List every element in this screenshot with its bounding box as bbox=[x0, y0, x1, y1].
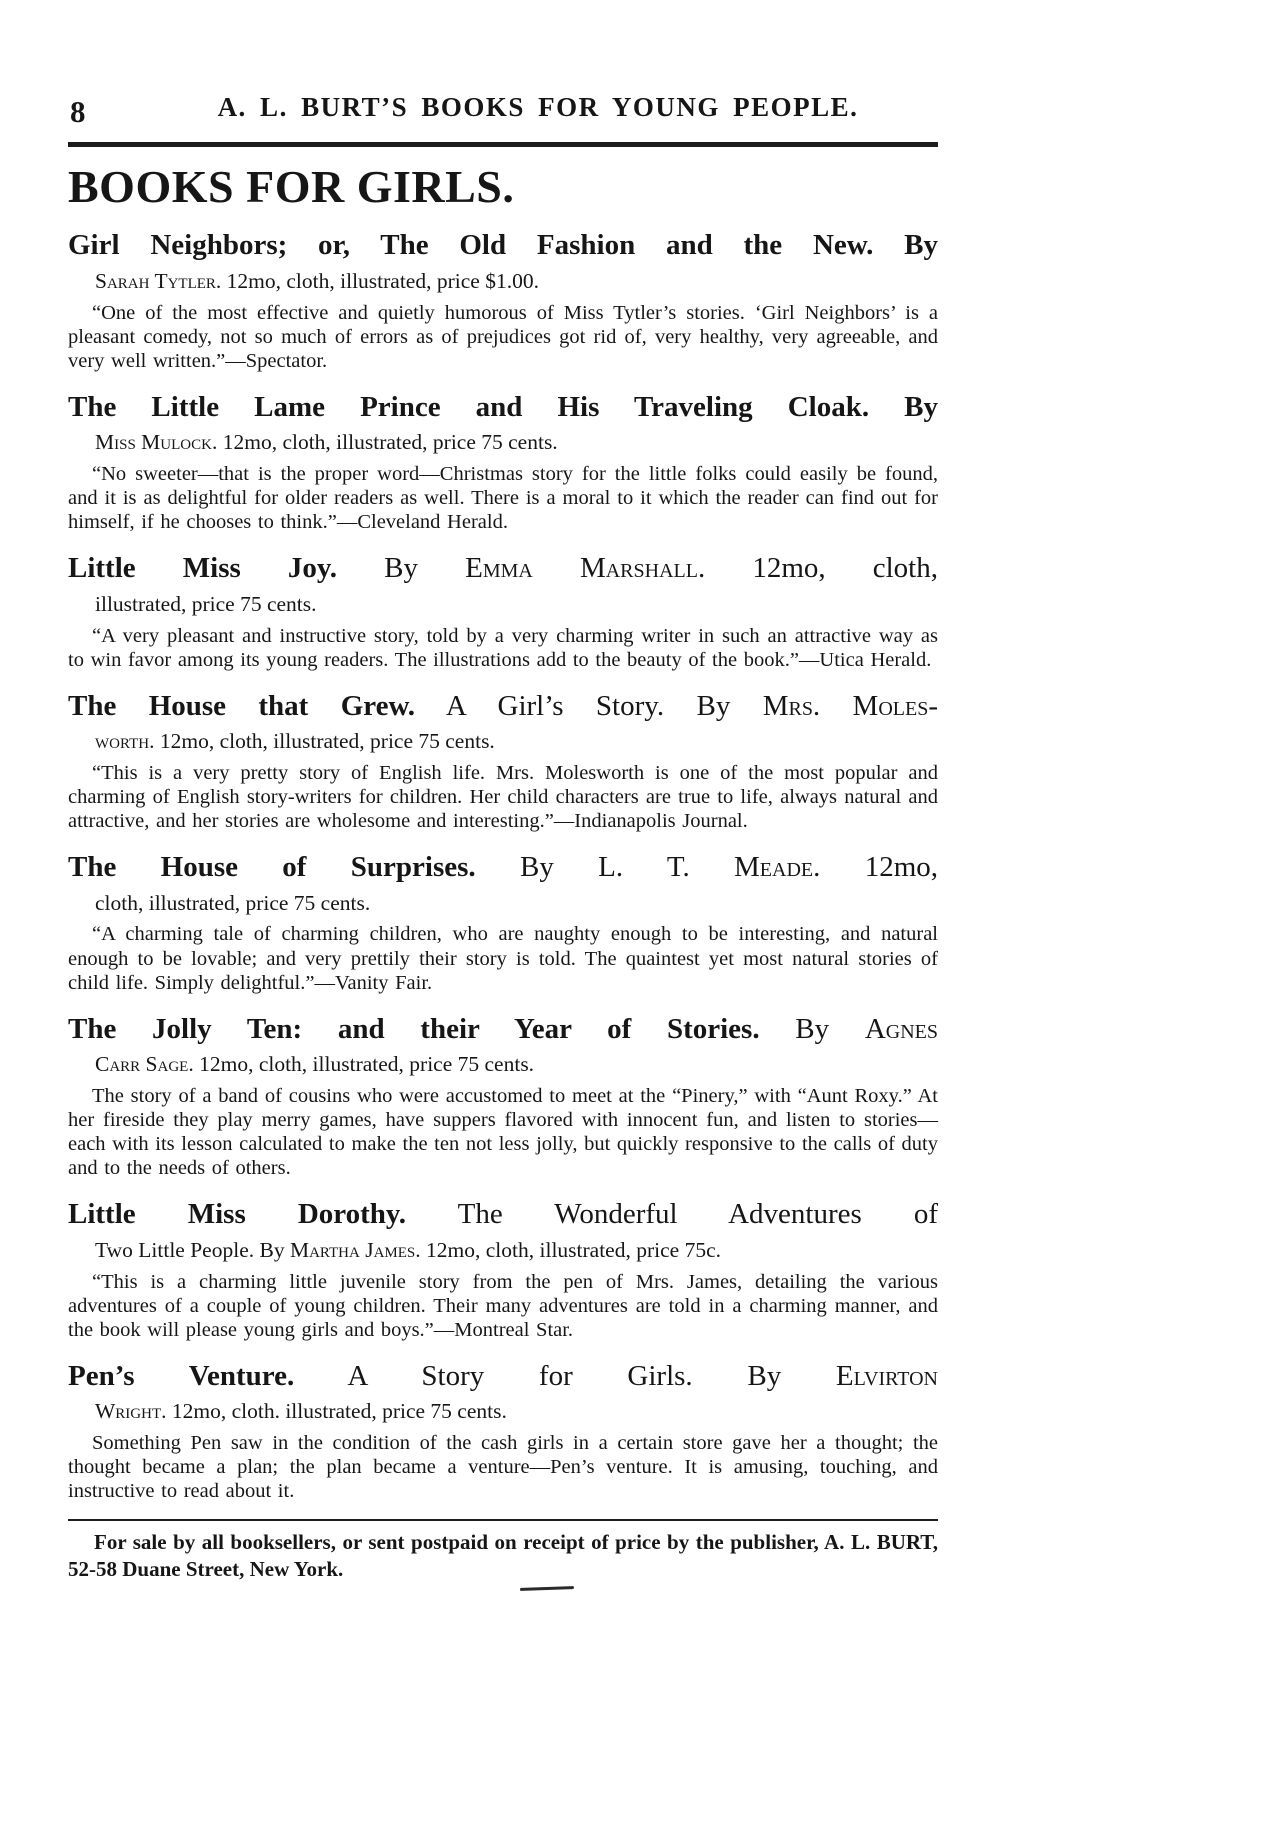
text-segment: 12mo, cloth, illustrated, price 75 cents. bbox=[217, 430, 558, 455]
text-segment: The Wonderful Adventures of bbox=[406, 1198, 939, 1231]
book-title bbox=[68, 229, 938, 261]
book-review: “No sweeter—that is the proper word—Christmas story for the little folks could easily be found, and it is as delightful for older readers as well. There is a moral to it which the reader can find out for himself, if he chooses to think.”—Cleveland Herald. bbox=[68, 463, 938, 534]
book-byline bbox=[68, 729, 938, 755]
text-segment: By bbox=[475, 851, 599, 884]
text-segment: cloth, illustrated, price 75 cents. bbox=[95, 890, 371, 915]
footer-rule bbox=[68, 1519, 938, 1521]
book-title bbox=[68, 1013, 938, 1045]
text-segment: 12mo, cloth, illustrated, price 75c. bbox=[420, 1237, 721, 1262]
publisher-note: For sale by all booksellers, or sent postpaid on receipt of price by the publisher, A. L. BURT, 52-58 Duane Street, New York. bbox=[68, 1530, 938, 1581]
text-segment: 12mo, cloth, illustrated, price 75 cents. bbox=[193, 1052, 535, 1077]
text-segment: Little Miss Joy. bbox=[68, 552, 338, 585]
text-segment: Wright. bbox=[95, 1399, 167, 1424]
book-review: “A charming tale of charming children, who are naughty enough to be interesting, and natural enough to be lovable; and very prettily their story is told. The quaintest yet most natural stories of child life. Simply delightful.”—Vanity Fair. bbox=[68, 923, 938, 994]
text-segment: 12mo, cloth, bbox=[705, 552, 938, 585]
book-byline bbox=[68, 891, 938, 917]
text-segment: illustrated, price 75 cents. bbox=[95, 591, 317, 616]
book-review: The story of a band of cousins who were accustomed to meet at the “Pinery,” with “Aunt Roxy.” At her fireside they play merry games, have suppers flavored with innocent fun, and listen to stories—each with its lesson calculated to make the ten not less jolly, but quickly responsive to the calls of duty and to the needs of others. bbox=[68, 1084, 938, 1180]
book-review: Something Pen saw in the condition of the cash girls in a certain store gave her a thought; the thought became a plan; the plan became a venture—Pen’s venture. It is amusing, touching, and instructive to read about it. bbox=[68, 1432, 938, 1503]
text-segment: Emma Marshall. bbox=[465, 552, 706, 585]
scan-artifact bbox=[520, 1586, 574, 1591]
text-segment: 12mo, cloth, illustrated, price 75 cents. bbox=[154, 729, 495, 754]
text-segment: Sarah Tytler. bbox=[95, 268, 222, 293]
book-byline bbox=[68, 592, 938, 618]
book-review: “One of the most effective and quietly humorous of Miss Tytler’s stories. ‘Girl Neighbors’ is a pleasant comedy, not so much of errors as of prejudices got rid of, very healthy, very agreeable, and very well written.”—Spectator. bbox=[68, 301, 938, 372]
page-content bbox=[68, 92, 938, 1590]
page-header bbox=[68, 92, 938, 132]
text-segment: Carr Sage. bbox=[95, 1052, 194, 1077]
text-segment: L. T. Meade. bbox=[598, 851, 821, 884]
book-entry bbox=[68, 552, 938, 671]
text-segment: Miss Mulock. bbox=[95, 430, 218, 455]
book-entry bbox=[68, 690, 938, 834]
book-title bbox=[68, 1198, 938, 1230]
text-segment: Elvirton bbox=[835, 1359, 938, 1392]
text-segment: Mrs. Moles- bbox=[762, 689, 938, 722]
text-segment: Agnes bbox=[864, 1012, 938, 1045]
running-head: A. L. BURT’S BOOKS FOR YOUNG PEOPLE. bbox=[217, 92, 859, 122]
text-segment: 12mo, cloth. illustrated, price 75 cents. bbox=[166, 1399, 507, 1424]
book-review: “This is a charming little juvenile story from the pen of Mrs. James, detailing the various adventures of a couple of young children. Their many adventures are told in a charming manner, and the book will please young girls and boys.”—Montreal Star. bbox=[68, 1270, 938, 1341]
text-segment: By bbox=[759, 1012, 865, 1045]
text-segment: Two Little People. By bbox=[95, 1237, 290, 1262]
header-rule bbox=[68, 142, 938, 147]
book-title bbox=[68, 690, 938, 722]
book-byline bbox=[68, 269, 938, 295]
book-byline bbox=[68, 1238, 938, 1264]
book-entry bbox=[68, 391, 938, 535]
text-segment: Martha James. bbox=[289, 1237, 421, 1262]
book-byline bbox=[68, 430, 938, 456]
text-segment: The House that Grew. bbox=[68, 689, 416, 722]
book-title bbox=[68, 391, 938, 423]
book-title bbox=[68, 851, 938, 883]
book-review: “This is a very pretty story of English life. Mrs. Molesworth is one of the most popular and charming of English story-writers for children. Her child characters are true to life, always natural and attractive, and her stories are wholesome and interesting.”—Indianapolis Journal. bbox=[68, 761, 938, 833]
text-segment: Pen’s Venture. bbox=[68, 1359, 295, 1392]
book-entry bbox=[68, 851, 938, 995]
text-segment: A Story for Girls. By bbox=[294, 1359, 836, 1392]
page-number: 8 bbox=[70, 94, 86, 129]
text-segment: By bbox=[337, 552, 466, 585]
section-title: BOOKS FOR GIRLS. bbox=[68, 161, 515, 212]
book-entry bbox=[68, 1360, 938, 1504]
text-segment: Girl Neighbors; or, The Old Fashion and the New. By bbox=[68, 229, 938, 262]
book-entry bbox=[68, 229, 938, 373]
text-segment: The House of Surprises. bbox=[68, 851, 476, 884]
text-segment: The Little Lame Prince and His Traveling Cloak. By bbox=[68, 390, 938, 423]
book-title bbox=[68, 552, 938, 584]
book-entry bbox=[68, 1198, 938, 1342]
text-segment: A Girl’s Story. By bbox=[415, 689, 763, 722]
book-entry bbox=[68, 1013, 938, 1181]
text-segment: Little Miss Dorothy. bbox=[68, 1198, 407, 1231]
text-segment: worth. bbox=[95, 729, 155, 754]
text-segment: The Jolly Ten: and their Year of Stories. bbox=[68, 1012, 760, 1045]
text-segment: 12mo, bbox=[820, 851, 938, 884]
book-byline bbox=[68, 1052, 938, 1078]
book-byline bbox=[68, 1399, 938, 1425]
text-segment: 12mo, cloth, illustrated, price $1.00. bbox=[221, 268, 539, 293]
book-review: “A very pleasant and instructive story, told by a very charming writer in such an attractive way as to win favor among its young readers. The illustrations add to the beauty of the book.”—Utica Herald. bbox=[68, 624, 938, 671]
book-title bbox=[68, 1360, 938, 1392]
